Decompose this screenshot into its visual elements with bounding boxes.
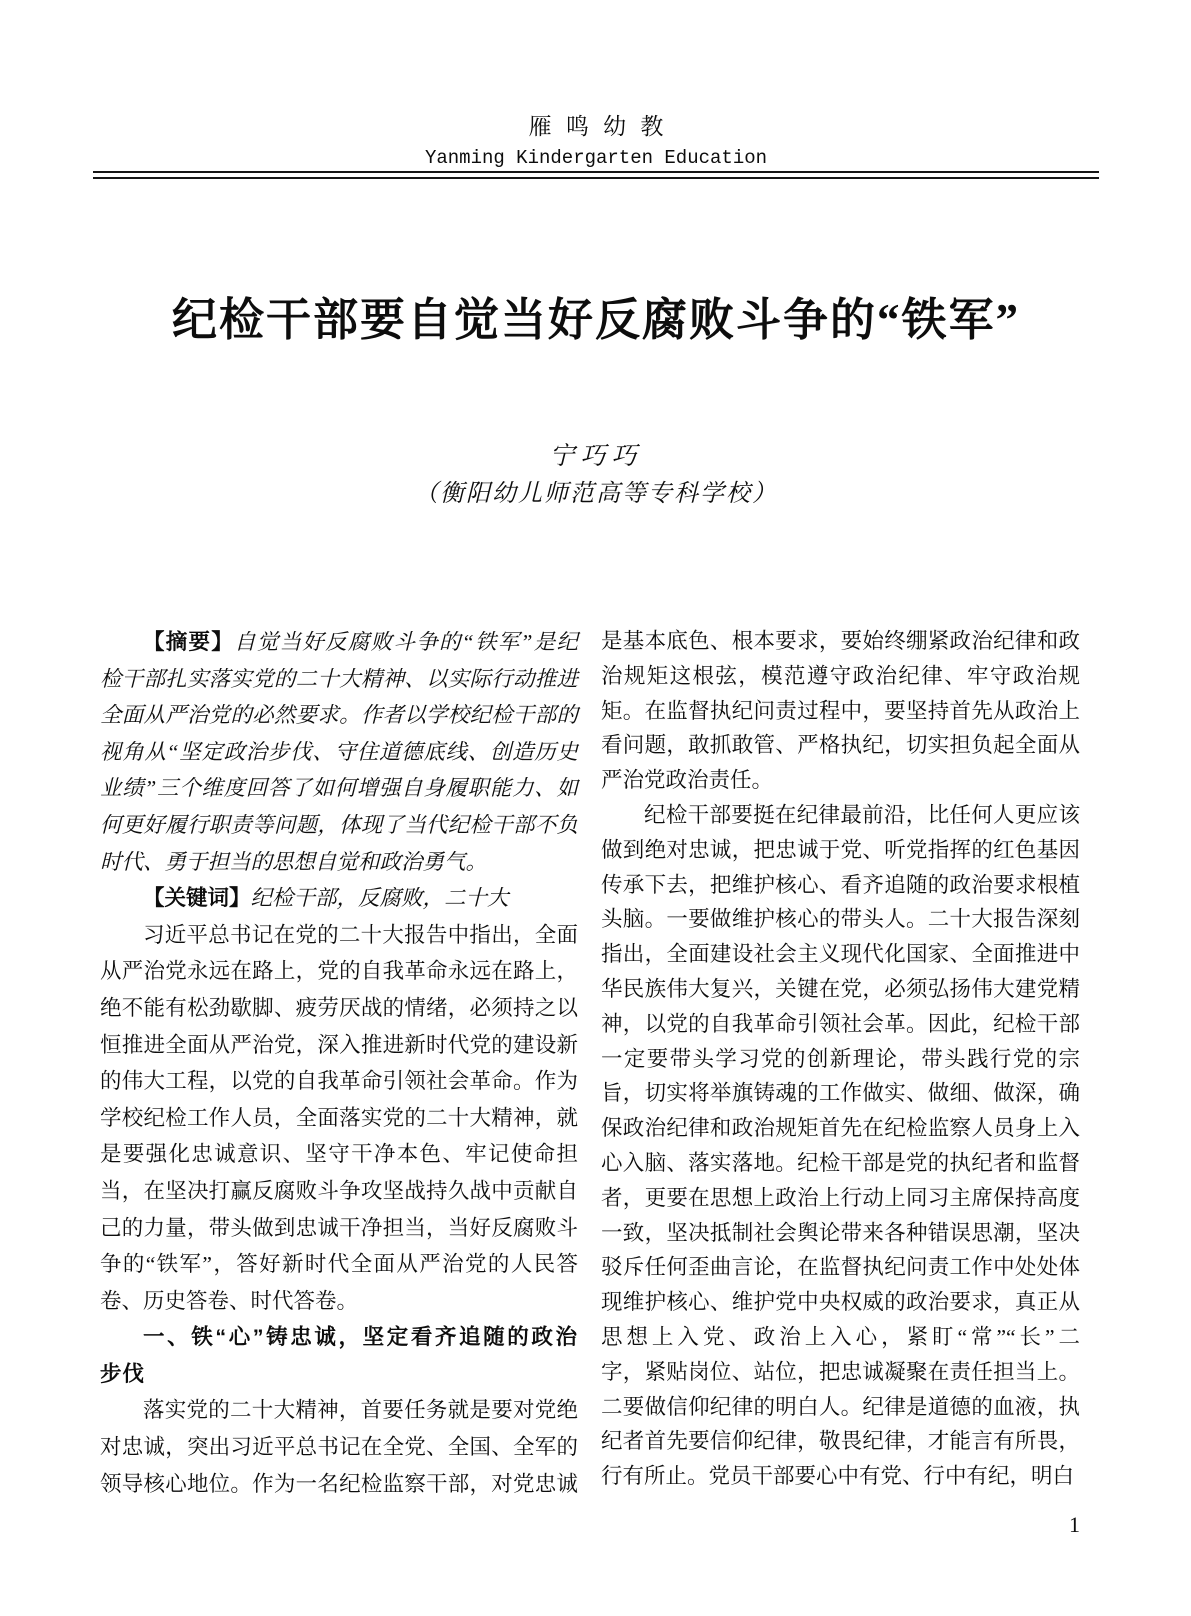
text-line: 传承下去，把维护核心、看齐追随的政治要求根植 [601, 872, 1080, 897]
text-line: 己的力量，带头做到忠诚干净担当，当好反腐败斗 [100, 1215, 578, 1240]
text-line: 的伟大工程，以党的自我革命引领社会革命。作为 [100, 1069, 578, 1094]
page-number: 1 [1069, 1512, 1080, 1537]
text-line: 业绩”三个维度回答了如何增强自身履职能力、如 [100, 776, 578, 801]
text-line: 【摘要】自觉当好反腐败斗争的“铁军”是纪 [143, 630, 578, 654]
text-line: 旨，切实将举旗铸魂的工作做实、做细、做深，确 [601, 1081, 1080, 1106]
text-line: 治规矩这根弦，模范遵守政治纪律、牢守政治规 [601, 663, 1080, 688]
article-title: 纪检干部要自觉当好反腐败斗争的“铁军” [171, 295, 1020, 345]
journal-title-en: Yanming Kindergarten Education [424, 147, 768, 169]
text-line: 头脑。一要做维护核心的带头人。二十大报告深刻 [601, 907, 1080, 932]
journal-header [95, 108, 1097, 169]
text-line: 学校纪检工作人员，全面落实党的二十大精神，就 [100, 1105, 578, 1130]
text-line: 从严治党永远在路上，党的自我革命永远在路上， [100, 959, 578, 984]
text-line: 视角从“坚定政治步伐、守住道德底线、创造历史 [100, 739, 578, 764]
text-line: 驳斥任何歪曲言论，在监督执纪问责工作中处处体 [601, 1255, 1080, 1280]
text-line: 神，以党的自我革命引领社会革。因此，纪检干部 [601, 1011, 1080, 1036]
text-line: 保政治纪律和政治规矩首先在纪检监察人员身上入 [601, 1116, 1080, 1141]
text-line: 看问题，敢抓敢管、严格执纪，切实担负起全面从 [601, 733, 1080, 758]
text-line: 全面从严治党的必然要求。作者以学校纪检干部的 [100, 703, 578, 728]
text-line: 步伐 [100, 1361, 146, 1386]
text-line: 思想上入党、政治上入心，紧盯“常”“长”二 [601, 1324, 1080, 1349]
text-line: 华民族伟大复兴，关键在党，必须弘扬伟大建党精 [601, 976, 1080, 1001]
text-line: 绝不能有松劲歇脚、疲劳厌战的情绪，必须持之以 [100, 995, 578, 1020]
text-line: 现维护核心、维护党中央权威的政治要求，真正从 [601, 1290, 1080, 1315]
text-line: 二要做信仰纪律的明白人。纪律是道德的血液，执 [601, 1394, 1080, 1419]
text-line: 卷、历史答卷、时代答卷。 [100, 1288, 359, 1313]
article-author: 宁巧巧 [549, 443, 643, 470]
right-column [601, 624, 1080, 1494]
text-line: 习近平总书记在党的二十大报告中指出，全面 [143, 922, 578, 947]
text-line: 心入脑、落实落地。纪检干部是党的执纪者和监督 [601, 1150, 1080, 1175]
text-line: 一、铁“心”铸忠诚，坚定看齐追随的政治 [143, 1325, 578, 1350]
text-line: 落实党的二十大精神，首要任务就是要对党绝 [143, 1398, 578, 1423]
text-line: 纪检干部要挺在纪律最前沿，比任何人更应该 [644, 802, 1080, 827]
section-label: 【关键词】 [143, 886, 251, 911]
text-line: 当，在坚决打赢反腐败斗争攻坚战持久战中贡献自 [100, 1178, 578, 1203]
text-line: 是要强化忠诚意识、坚守干净本色、牢记使命担 [100, 1142, 578, 1167]
article-affiliation: （衡阳幼儿师范高等专科学校） [414, 481, 778, 507]
section-label: 【摘要】 [143, 630, 235, 654]
text-line: 严治党政治责任。 [601, 768, 774, 793]
text-line: 字，紧贴岗位、站位，把忠诚凝聚在责任担当上。 [601, 1359, 1080, 1384]
text-line: 领导核心地位。作为一名纪检监察干部，对党忠诚 [100, 1471, 578, 1496]
text-line: 对忠诚，突出习近平总书记在全党、全国、全军的 [100, 1435, 578, 1460]
text-line: 是基本底色、根本要求，要始终绷紧政治纪律和政 [601, 629, 1080, 653]
text-line: 一定要带头学习党的创新理论，带头践行党的宗 [601, 1046, 1080, 1071]
text-line: 恒推进全面从严治党，深入推进新时代党的建设新 [100, 1032, 578, 1057]
text-line: 【关键词】纪检干部，反腐败，二十大 [143, 886, 509, 911]
left-column [100, 624, 578, 1502]
text-line: 时代、勇于担当的思想自觉和政治勇气。 [100, 849, 488, 874]
text-line: 指出，全面建设社会主义现代化国家、全面推进中 [601, 942, 1080, 967]
text-line: 检干部扎实落实党的二十大精神、以实际行动推进 [100, 666, 578, 691]
journal-title-cn: 雁鸣幼教 [528, 114, 678, 139]
text-line: 者，更要在思想上政治上行动上同习主席保持高度 [601, 1185, 1080, 1210]
text-line: 纪者首先要信仰纪律，敬畏纪律，才能言有所畏， [601, 1429, 1080, 1454]
text-line: 行有所止。党员干部要心中有党、行中有纪，明白 [601, 1464, 1075, 1489]
text-line: 一致，坚决抵制社会舆论带来各种错误思潮，坚决 [601, 1220, 1080, 1245]
text-line: 争的“铁军”，答好新时代全面从严治党的人民答 [100, 1252, 578, 1277]
text-line: 何更好履行职责等问题，体现了当代纪检干部不负 [100, 812, 578, 837]
text-line: 矩。在监督执纪问责过程中，要坚持首先从政治上 [601, 698, 1080, 723]
header-divider [93, 171, 1099, 179]
text-line: 做到绝对忠诚，把忠诚于党、听党指挥的红色基因 [601, 837, 1080, 862]
